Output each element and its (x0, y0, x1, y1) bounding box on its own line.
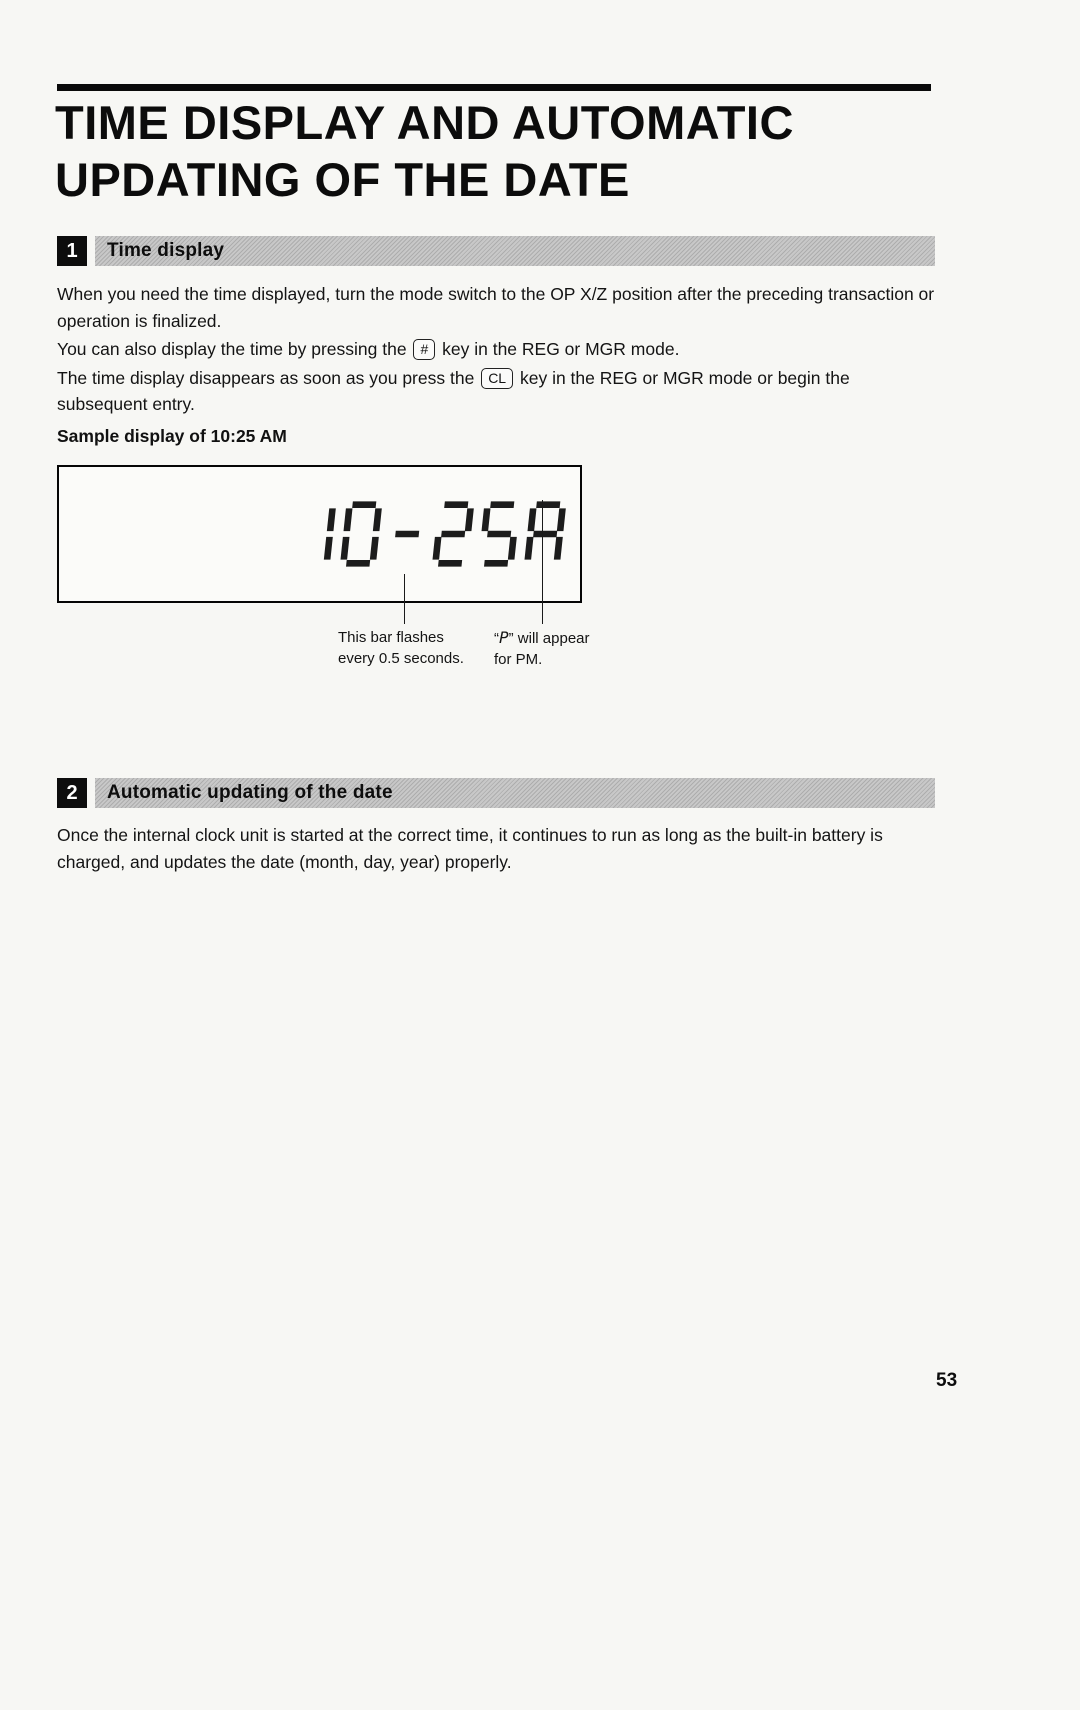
section1-banner (95, 236, 935, 266)
seven-segment-display (291, 490, 567, 578)
cl-key: CL (481, 368, 513, 389)
section1-header (57, 236, 935, 266)
section1-para2: You can also display the time by pressing the # key in the REG or MGR mode. (57, 339, 680, 360)
callout-bar-flash: This bar flashes every 0.5 seconds. (338, 629, 464, 667)
section2-body (57, 822, 941, 877)
leader-line-bar (404, 574, 405, 624)
section2-number-badge: 2 (57, 778, 87, 808)
leader-line-pm (542, 500, 543, 624)
section1-para3: The time display disappears as soon as you press the CL key in the REG or MGR mode or begin the subsequent entry. (57, 367, 850, 415)
top-rule (57, 84, 931, 91)
section1-para1: When you need the time displayed, turn the mode switch to the OP X/Z position after the preceding transaction or operation is finalized. (57, 284, 935, 331)
sample-display-label: Sample display of 10:25 AM (57, 426, 287, 446)
callout-pm-indicator: “P” will appear for PM. (494, 628, 590, 669)
section2-heading: Automatic updating of the date (107, 782, 393, 803)
section1-body (57, 281, 941, 420)
page-number: 53 (936, 1370, 958, 1391)
section1-heading: Time display (107, 240, 225, 261)
section1-number-badge: 1 (57, 236, 87, 266)
page-title-line2: UPDATING OF THE DATE (55, 153, 630, 207)
section2-banner (95, 778, 935, 808)
page-title (55, 94, 955, 209)
hash-key: # (413, 339, 435, 360)
section2-header (57, 778, 935, 808)
lcd-display-box (57, 465, 582, 603)
section2-para: Once the internal clock unit is started at the correct time, it continues to run as long as the built-in battery is charged, and updates the date (month, day, year) properly. (57, 825, 883, 872)
page-title-line1: TIME DISPLAY AND AUTOMATIC (55, 96, 794, 149)
seven-seg-p-glyph: P (499, 628, 509, 647)
